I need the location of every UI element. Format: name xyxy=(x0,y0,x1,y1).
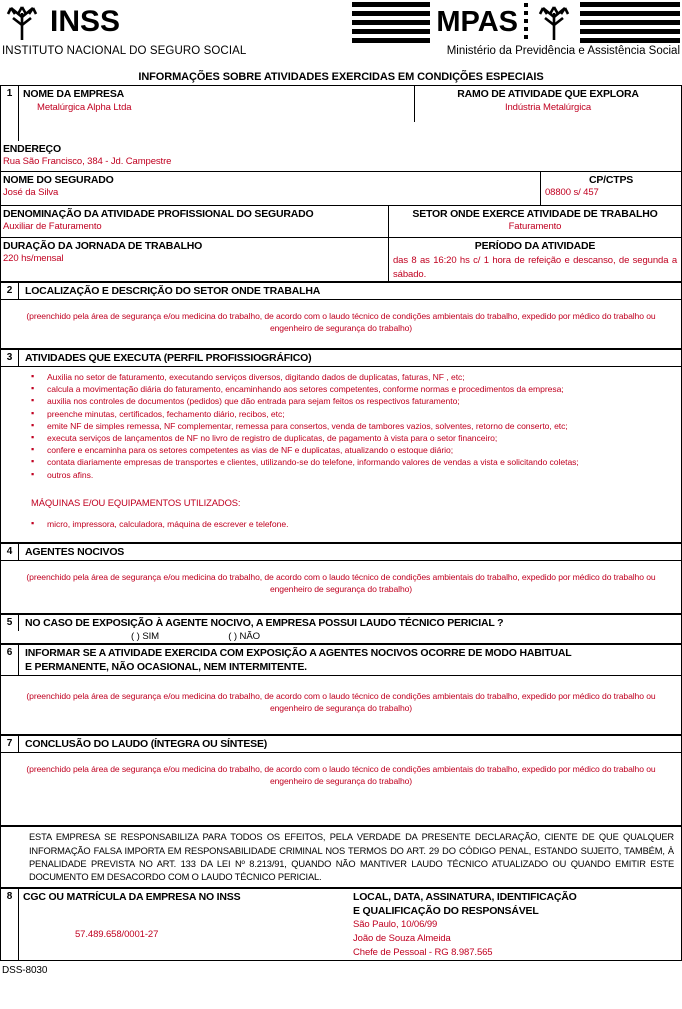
section-5-options xyxy=(1,631,681,644)
signature-role: Chefe de Pessoal - RG 8.987.565 xyxy=(353,946,493,958)
period-value: das 8 as 16:20 hs c/ 1 hora de refeição e descanso, de segunda a sábado. xyxy=(393,255,677,281)
sector-value: Faturamento xyxy=(508,221,562,232)
address-label: ENDEREÇO xyxy=(3,143,61,155)
section-7-header xyxy=(1,735,681,753)
section-4-block xyxy=(0,542,682,613)
list-item: ▪ executa serviços de lançamentos de NF no livro de registro de duplicatas, de pagamento à vista para o setor financeiro; xyxy=(31,432,673,444)
section-8-number: 8 xyxy=(1,889,19,960)
section-2-header xyxy=(1,283,681,300)
company-label: NOME DA EMPRESA xyxy=(23,88,125,100)
section-6-block xyxy=(0,644,682,734)
inss-brand xyxy=(2,2,302,57)
inss-tree-emblem-icon xyxy=(2,3,42,41)
section-3-block xyxy=(0,348,682,542)
declaration-text: ESTA EMPRESA SE RESPONSABILIZA PARA TODOS OS EFEITOS, PELA VERDADE DA PRESENTE DECLARAÇÃO, CIENTE DE QUE QUALQUER INFORMAÇÃO FALSA IMPORTA EM RESPONSABILIDADE CRIMINAL NOS TERMOS DO ART. 29 DO CÓDIGO PENAL, ESTANDO SUJEITO, TAMBÉM, À PENALIDADE PREVISTA NO ART. 133 DA LEI Nº 8.213/91, QUANDO NÃO MANTIVER LAUDO TÉCNICO ATUALIZADO OU QUANDO EMITIR ESTE DOCUMENTO EM DESACORDO COM O LAUDO TÉCNICO PERICIAL. xyxy=(1,826,681,887)
section-6-number: 6 xyxy=(1,645,19,675)
section-1-number: 1 xyxy=(1,86,19,141)
section-4-note: (preenchido pela área de segurança e/ou medicina do trabalho, de acordo com o laudo técnico de condições ambientais do trabalho, expedido por médico do trabalho ou engenheiro de segurança do trabalho) xyxy=(26,572,656,595)
section-5-number: 5 xyxy=(1,615,19,631)
list-item: ▪ contata diariamente empresas de transportes e clientes, utilizando-se do telefone, informando valores de vendas a vista e solicitando coletas; xyxy=(31,456,673,468)
cp-ctps-field[interactable] xyxy=(541,172,681,205)
masthead xyxy=(0,0,682,62)
section-2-number: 2 xyxy=(1,283,19,299)
company-row xyxy=(1,86,681,141)
footer-form-code: DSS-8030 xyxy=(2,964,48,976)
cgc-label: CGC OU MATRÍCULA DA EMPRESA NO INSS xyxy=(23,890,241,903)
section-8-block xyxy=(0,887,682,961)
section-3-number: 3 xyxy=(1,350,19,366)
job-field[interactable] xyxy=(1,206,389,237)
company-value: Metalúrgica Alpha Ltda xyxy=(37,102,132,113)
mpas-dotted-divider-icon xyxy=(524,3,528,41)
list-item: ▪ outros afins. xyxy=(31,469,673,481)
company-divider xyxy=(414,86,415,122)
mpas-tree-emblem-icon xyxy=(534,3,574,41)
section-3-header xyxy=(1,349,681,367)
branch-label: RAMO DE ATIVIDADE QUE EXPLORA xyxy=(457,88,639,100)
signature-label-line1: LOCAL, DATA, ASSINATURA, IDENTIFICAÇÃO xyxy=(353,890,577,903)
company-field[interactable] xyxy=(19,86,415,141)
workday-value: 220 hs/mensal xyxy=(3,253,64,264)
section-5-label: NO CASO DE EXPOSIÇÃO À AGENTE NOCIVO, A EMPRESA POSSUI LAUDO TÉCNICO PERICIAL ? xyxy=(25,617,504,630)
section-3-label: ATIVIDADES QUE EXECUTA (PERFIL PROFISSIOGRÁFICO) xyxy=(25,352,312,364)
form-title: INFORMAÇÕES SOBRE ATIVIDADES EXERCIDAS EM CONDIÇÕES ESPECIAIS xyxy=(138,71,544,83)
section-6-label xyxy=(19,645,681,675)
signature-city-date: São Paulo, 10/06/99 xyxy=(353,919,438,931)
option-yes[interactable]: ( ) SIM xyxy=(131,631,160,643)
sector-field[interactable] xyxy=(389,206,681,237)
job-value: Auxiliar de Faturamento xyxy=(3,221,102,232)
inss-subtitle: INSTITUTO NACIONAL DO SEGURO SOCIAL xyxy=(2,45,247,57)
section-2-block xyxy=(0,282,682,348)
section-6-header xyxy=(1,645,681,676)
mpas-bars-left-icon xyxy=(352,2,430,43)
section-6-label-line1: INFORMAR SE A ATIVIDADE EXERCIDA COM EXPOSIÇÃO A AGENTES NOCIVOS OCORRE DE MODO HABITUAL xyxy=(25,647,572,660)
sector-label: SETOR ONDE EXERCE ATIVIDADE DE TRABALHO xyxy=(412,208,658,220)
mpas-bars-right-icon xyxy=(580,2,680,43)
section-4-label: AGENTES NOCIVOS xyxy=(25,546,125,559)
mpas-subtitle: Ministério da Previdência e Assistência Social xyxy=(446,45,680,57)
signature-label xyxy=(353,891,677,918)
section-2-note: (preenchido pela área de segurança e/ou medicina do trabalho, de acordo com o laudo técnico de condições ambientais do trabalho, expedido por médico do trabalho ou engenheiro de segurança do trabalho) xyxy=(26,311,656,334)
branch-value: Indústria Metalúrgica xyxy=(504,102,592,113)
section-7-block xyxy=(0,734,682,825)
inss-acronym: INSS xyxy=(50,5,121,38)
address-field[interactable] xyxy=(1,141,681,171)
mpas-acronym: MPAS xyxy=(436,5,518,38)
section-8-row xyxy=(1,888,681,960)
workday-label: DURAÇÃO DA JORNADA DE TRABALHO xyxy=(3,240,203,252)
cgc-value: 57.489.658/0001-27 xyxy=(75,928,159,940)
cgc-field[interactable] xyxy=(19,889,349,960)
section-7-label: CONCLUSÃO DO LAUDO (ÍNTEGRA OU SÍNTESE) xyxy=(25,738,268,751)
workday-field[interactable] xyxy=(1,238,389,281)
option-no[interactable]: ( ) NÃO xyxy=(228,631,261,643)
section-7-number: 7 xyxy=(1,736,19,752)
insured-field[interactable] xyxy=(1,172,541,205)
signature-label-line2: E QUALIFICAÇÃO DO RESPONSÁVEL xyxy=(353,904,539,917)
workday-period-row xyxy=(1,237,681,282)
section-5-block xyxy=(0,613,682,644)
signature-name: João de Souza Almeida xyxy=(353,932,451,944)
list-item: ▪ emite NF de simples remessa, NF complementar, remessa para consertos, venda de tambores vazios, solventes, retorno de conserto, etc; xyxy=(31,420,673,432)
cp-ctps-value: 08800 s/ 457 xyxy=(545,187,599,198)
declaration-block xyxy=(0,825,682,887)
section-7-note: (preenchido pela área de segurança e/ou medicina do trabalho, de acordo com o laudo técnico de condições ambientais do trabalho, expedido por médico do trabalho ou engenheiro de segurança do trabalho) xyxy=(26,764,656,787)
insured-row xyxy=(1,171,681,205)
mpas-brand xyxy=(308,2,680,57)
section-4-header xyxy=(1,543,681,561)
list-item: ▪ confere e encaminha para os setores competentes as vias de NF e duplicatas, atualizando o estoque diário; xyxy=(31,444,673,456)
list-item: ▪ micro, impressora, calculadora, máquina de escrever e telefone. xyxy=(31,518,673,530)
list-item: ▪ calcula a movimentação diária do faturamento, encaminhando aos setores competentes, conforme normas e procedimentos da empresa; xyxy=(31,383,673,395)
section-6-label-line2: E PERMANENTE, NÃO OCASIONAL, NEM INTERMITENTE. xyxy=(25,661,307,674)
list-item: ▪ Auxilia no setor de faturamento, executando serviços diversos, digitando dados de duplicatas, faturas, NF , etc; xyxy=(31,371,673,383)
section-4-number: 4 xyxy=(1,544,19,560)
period-field[interactable] xyxy=(389,238,681,281)
list-item: ▪ preenche minutas, certificados, fechamento diário, recibos, etc; xyxy=(31,408,673,420)
branch-field[interactable] xyxy=(415,86,681,141)
section-6-note: (preenchido pela área de segurança e/ou medicina do trabalho, de acordo com o laudo técnico de condições ambientais do trabalho, expedido por médico do trabalho ou engenheiro de segurança do trabalho) xyxy=(26,691,656,714)
job-label: DENOMINAÇÃO DA ATIVIDADE PROFISSIONAL DO SEGURADO xyxy=(3,208,314,220)
cp-ctps-label: CP/CTPS xyxy=(588,174,634,186)
address-row[interactable] xyxy=(1,141,681,171)
section-1-block xyxy=(0,85,682,282)
insured-label: NOME DO SEGURADO xyxy=(3,174,114,186)
activities-list xyxy=(1,367,681,483)
signature-field[interactable] xyxy=(349,889,681,960)
machines-title: MÁQUINAS E/OU EQUIPAMENTOS UTILIZADOS: xyxy=(31,496,241,508)
address-value: Rua São Francisco, 384 - Jd. Campestre xyxy=(3,156,172,167)
machines-list xyxy=(1,510,681,542)
section-5-header xyxy=(1,614,681,631)
insured-value: José da Silva xyxy=(3,187,59,198)
list-item: ▪ auxilia nos controles de documentos (pedidos) que dão entrada para sejam feitos os respectivos faturamento; xyxy=(31,395,673,407)
section-2-label: LOCALIZAÇÃO E DESCRIÇÃO DO SETOR ONDE TRABALHA xyxy=(25,285,321,297)
period-label: PERÍODO DA ATIVIDADE xyxy=(474,240,596,252)
job-sector-row xyxy=(1,205,681,237)
